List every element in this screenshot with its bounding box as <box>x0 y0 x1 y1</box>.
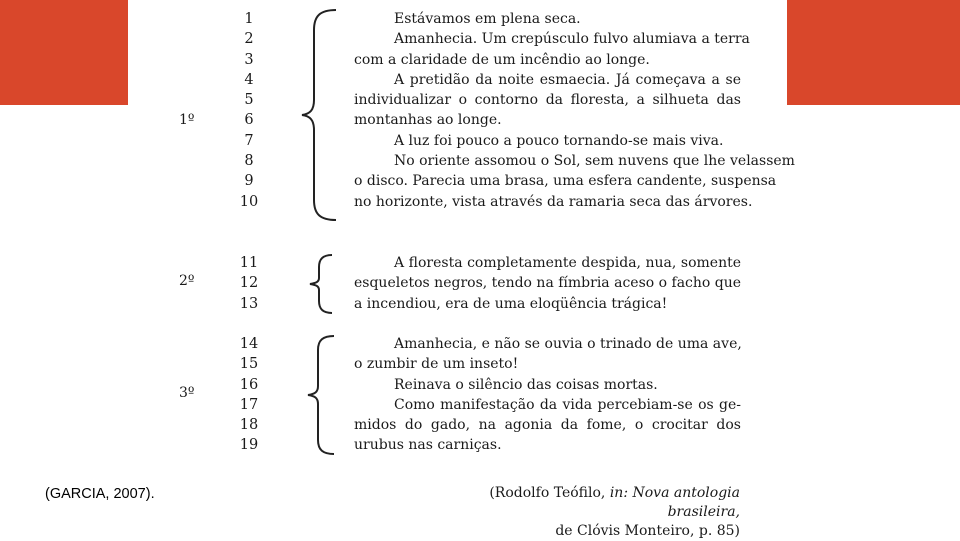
passage-line: Estávamos em plena seca. <box>394 11 581 27</box>
credit-in: in: <box>609 485 629 501</box>
passage-line: Como manifestação da vida percebiam-se os ge- <box>394 396 741 413</box>
passage-section-2 <box>354 253 741 314</box>
line-number: 1 <box>244 11 254 27</box>
line-numbers-1 <box>236 9 262 212</box>
passage-line: A pretidão da noite esmaecia. Já começava a se <box>394 71 741 88</box>
passage-line: no horizonte, vista através da ramaria seca das árvores. <box>354 193 753 210</box>
passage-line: A floresta completamente despida, nua, somente <box>394 255 741 271</box>
section-label-1: 1º <box>179 112 195 128</box>
line-number: 12 <box>239 275 259 292</box>
passage-line: midos do gado, na agonia da fome, o crocitar dos <box>354 417 741 434</box>
line-number: 7 <box>244 132 254 149</box>
passage-line: A luz foi pouco a pouco tornando-se mais viva. <box>394 132 724 149</box>
brace-section-3 <box>304 334 338 456</box>
passage-line: Amanhecia. Um crepúsculo fulvo alumiava a terra <box>394 31 750 48</box>
brace-section-2 <box>306 253 336 315</box>
line-number: 15 <box>239 356 259 373</box>
line-number: 8 <box>244 153 254 170</box>
line-number: 18 <box>239 417 259 434</box>
passage-line: urubus nas carniças. <box>354 437 502 454</box>
section-label-2: 2º <box>179 273 195 289</box>
section-label-3: 3º <box>179 385 195 401</box>
line-number: 17 <box>239 396 259 413</box>
passage-line: a incendiou, era de uma eloqüência trágica! <box>354 295 668 312</box>
line-number: 10 <box>239 193 259 210</box>
line-number: 3 <box>244 51 254 68</box>
line-number: 9 <box>244 173 254 190</box>
line-number: 4 <box>244 71 254 88</box>
line-number: 14 <box>239 336 259 352</box>
passage-line: o disco. Parecia uma brasa, uma esfera candente, suspensa <box>354 173 777 190</box>
line-number: 11 <box>239 255 259 271</box>
source-credit <box>420 484 740 541</box>
citation: (GARCIA, 2007). <box>45 486 155 502</box>
passage-line: Reinava o silêncio das coisas mortas. <box>394 376 658 393</box>
credit-editor: de Clóvis Monteiro, p. 85) <box>555 523 740 539</box>
passage-line: montanhas ao longe. <box>354 112 502 129</box>
line-number: 6 <box>244 112 254 129</box>
passage-line: com a claridade de um incêndio ao longe. <box>354 51 650 68</box>
line-number: 13 <box>239 295 259 312</box>
line-numbers-3 <box>236 334 262 456</box>
credit-author: (Rodolfo Teófilo, <box>489 485 606 501</box>
line-number: 16 <box>239 376 259 393</box>
credit-book: Nova antologia brasileira, <box>632 485 740 520</box>
accent-bar-right <box>787 0 960 105</box>
passage-line: o zumbir de um inseto! <box>354 356 519 373</box>
passage-line: No oriente assomou o Sol, sem nuvens que lhe velassem <box>394 153 795 170</box>
passage-line: Amanhecia, e não se ouvia o trinado de uma ave, <box>394 336 742 352</box>
passage-section-3 <box>354 334 741 456</box>
line-number: 5 <box>244 92 254 109</box>
line-numbers-2 <box>236 253 262 314</box>
line-number: 2 <box>244 31 254 48</box>
line-number: 19 <box>239 437 259 454</box>
accent-bar-left <box>0 0 128 105</box>
passage-section-1 <box>354 9 795 212</box>
passage-line: esqueletos negros, tendo na fímbria aceso o facho que <box>354 275 742 292</box>
brace-section-1 <box>298 8 342 222</box>
passage-line: individualizar o contorno da floresta, a silhueta das <box>354 92 741 109</box>
